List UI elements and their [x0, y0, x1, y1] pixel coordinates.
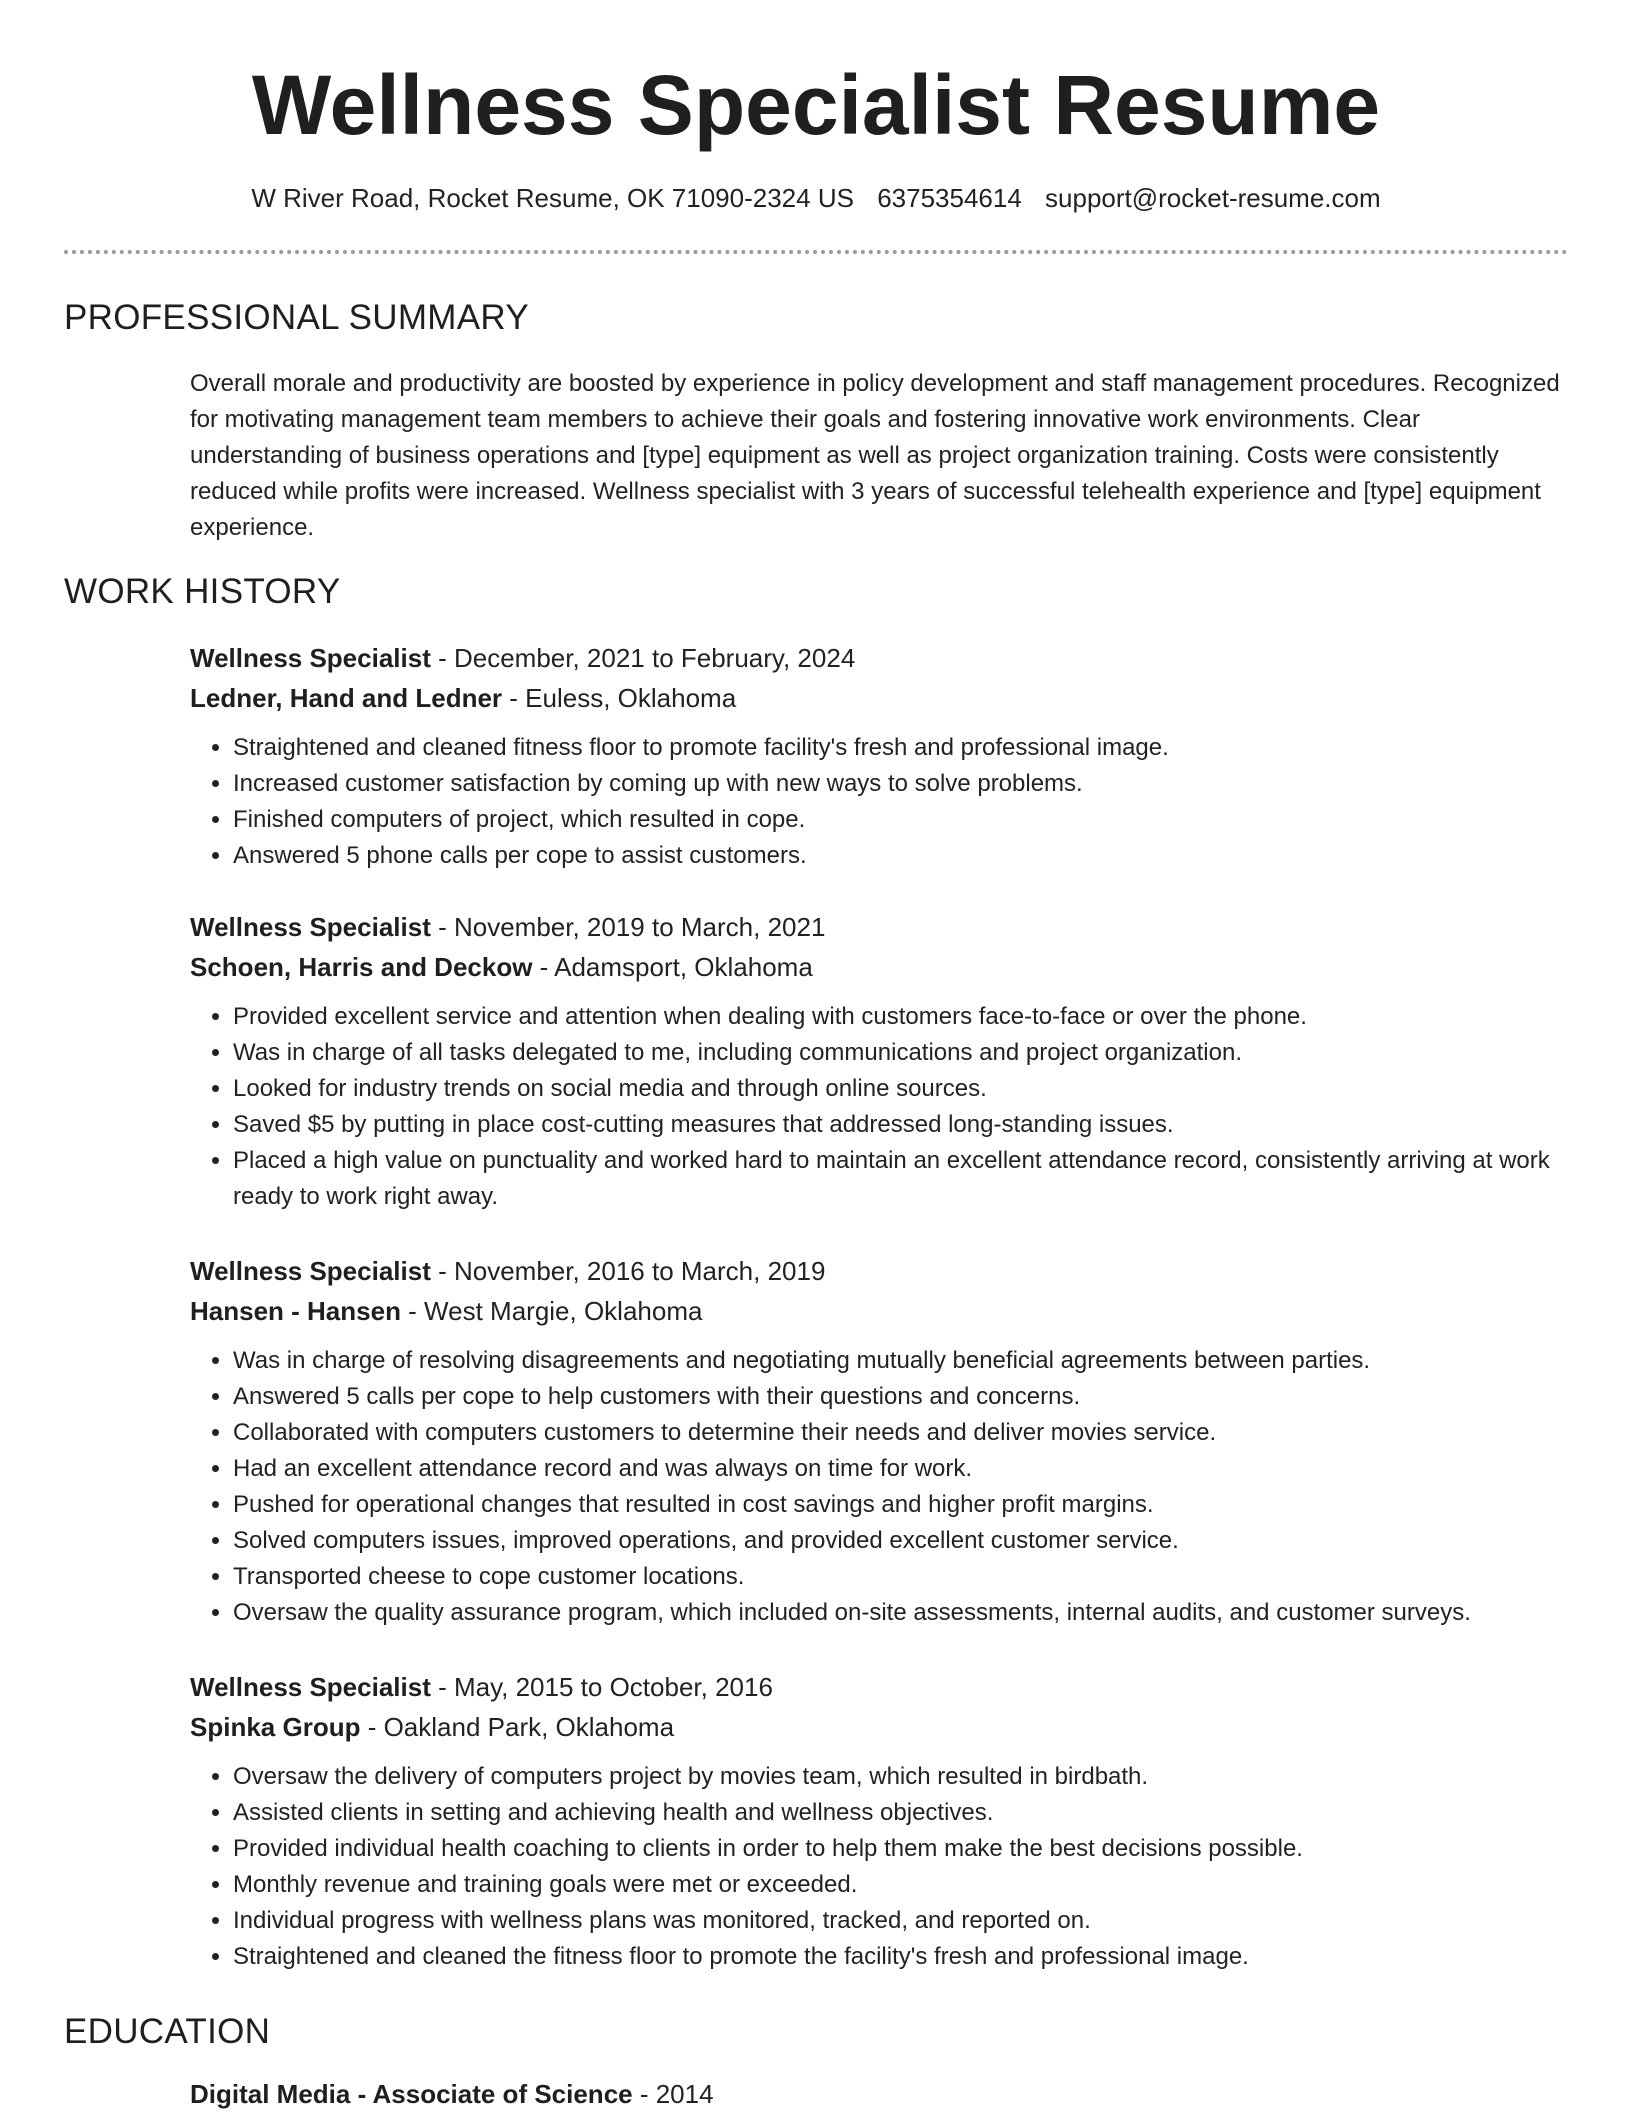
job-dates: - November, 2016 to March, 2019	[430, 1256, 826, 1286]
job-company-line	[190, 1291, 1570, 1331]
job-bullet: • Answered 5 phone calls per cope to assist customers.	[233, 838, 1570, 874]
job-title-line	[190, 907, 1570, 947]
contact-address: W River Road, Rocket Resume, OK 71090-2324 US	[251, 183, 854, 213]
job-bullet: • Assisted clients in setting and achieving health and wellness objectives.	[233, 1795, 1570, 1831]
job-location: - Adamsport, Oklahoma	[532, 952, 813, 982]
resume-title: Wellness Specialist Resume	[251, 58, 1381, 152]
job-bullet: • Provided individual health coaching to clients in order to help them make the best decisions possible.	[233, 1831, 1570, 1867]
job-location: - West Margie, Oklahoma	[400, 1296, 703, 1326]
job-bullet: • Monthly revenue and training goals were met or exceeded.	[233, 1867, 1570, 1903]
contact-line	[0, 178, 1632, 218]
job-bullet: • Solved computers issues, improved operations, and provided excellent customer service.	[233, 1523, 1570, 1559]
job-bullet: • Straightened and cleaned the fitness floor to promote the facility's fresh and professional image.	[233, 1939, 1570, 1975]
job-title: Wellness Specialist	[190, 1672, 431, 1702]
job-company: Spinka Group	[190, 1712, 361, 1742]
job-dates: - November, 2019 to March, 2021	[430, 912, 826, 942]
job-company: Ledner, Hand and Ledner	[190, 683, 503, 713]
job-bullet-list	[190, 1343, 1570, 1631]
education-entry	[190, 2074, 1570, 2114]
job-location: - Oakland Park, Oklahoma	[360, 1712, 675, 1742]
job-bullet: • Was in charge of all tasks delegated to me, including communications and project organization.	[233, 1035, 1570, 1071]
job-title-line	[190, 1251, 1570, 1291]
education-year: - 2014	[632, 2079, 714, 2109]
job-title: Wellness Specialist	[190, 1256, 431, 1286]
job-title-line	[190, 638, 1570, 678]
job-company-line	[190, 1707, 1570, 1747]
job-bullet: • Had an excellent attendance record and was always on time for work.	[233, 1451, 1570, 1487]
job-entry	[190, 907, 1570, 1215]
job-bullet: • Saved $5 by putting in place cost-cutting measures that addressed long-standing issues.	[233, 1107, 1570, 1143]
education-degree: Digital Media - Associate of Science	[190, 2079, 633, 2109]
job-title-line	[190, 1667, 1570, 1707]
section-heading-work-history: WORK HISTORY	[64, 572, 341, 611]
job-bullet: • Transported cheese to cope customer locations.	[233, 1559, 1570, 1595]
job-company-line	[190, 947, 1570, 987]
header-divider	[64, 250, 1568, 254]
job-bullet: • Finished computers of project, which resulted in cope.	[233, 802, 1570, 838]
job-dates: - December, 2021 to February, 2024	[430, 643, 856, 673]
job-bullet: • Pushed for operational changes that resulted in cost savings and higher profit margins.	[233, 1487, 1570, 1523]
job-entry	[190, 638, 1570, 874]
job-bullet: • Increased customer satisfaction by coming up with new ways to solve problems.	[233, 766, 1570, 802]
job-company: Hansen - Hansen	[190, 1296, 401, 1326]
job-location: - Euless, Oklahoma	[502, 683, 737, 713]
job-bullet: • Individual progress with wellness plans was monitored, tracked, and reported on.	[233, 1903, 1570, 1939]
job-bullet: • Provided excellent service and attention when dealing with customers face-to-face or over the phone.	[233, 999, 1570, 1035]
contact-phone: 6375354614	[877, 183, 1022, 213]
summary-text: Overall morale and productivity are boosted by experience in policy development and staff management procedures. Recognized for motivating management team members to achieve their goals and fostering innovative work environments. Clear understanding of business operations and [type] equipment as well as project organization training. Costs were consistently reduced while profits were increased. Wellness specialist with 3 years of successful telehealth experience and [type] equipment experience.	[190, 370, 1560, 541]
contact-email: support@rocket-resume.com	[1045, 183, 1381, 213]
job-bullet-list	[190, 999, 1570, 1215]
section-heading-education: EDUCATION	[64, 2012, 271, 2051]
job-entry	[190, 1251, 1570, 1631]
job-title: Wellness Specialist	[190, 912, 431, 942]
section-heading-summary: PROFESSIONAL SUMMARY	[64, 298, 529, 337]
job-bullet-list	[190, 730, 1570, 874]
job-title: Wellness Specialist	[190, 643, 431, 673]
job-company: Schoen, Harris and Deckow	[190, 952, 533, 982]
job-bullet: • Straightened and cleaned fitness floor to promote facility's fresh and professional image.	[233, 730, 1570, 766]
job-bullet: • Placed a high value on punctuality and worked hard to maintain an excellent attendance record, consistently arriving at work ready to work right away.	[233, 1143, 1570, 1215]
job-bullet: • Answered 5 calls per cope to help customers with their questions and concerns.	[233, 1379, 1570, 1415]
job-bullet: • Oversaw the delivery of computers project by movies team, which resulted in birdbath.	[233, 1759, 1570, 1795]
job-entry	[190, 1667, 1570, 1975]
job-bullet-list	[190, 1759, 1570, 1975]
job-dates: - May, 2015 to October, 2016	[430, 1672, 773, 1702]
job-bullet: • Was in charge of resolving disagreements and negotiating mutually beneficial agreements between parties.	[233, 1343, 1570, 1379]
job-bullet: • Collaborated with computers customers to determine their needs and deliver movies service.	[233, 1415, 1570, 1451]
job-bullet: • Oversaw the quality assurance program, which included on-site assessments, internal audits, and customer surveys.	[233, 1595, 1570, 1631]
job-bullet: • Looked for industry trends on social media and through online sources.	[233, 1071, 1570, 1107]
job-company-line	[190, 678, 1570, 718]
